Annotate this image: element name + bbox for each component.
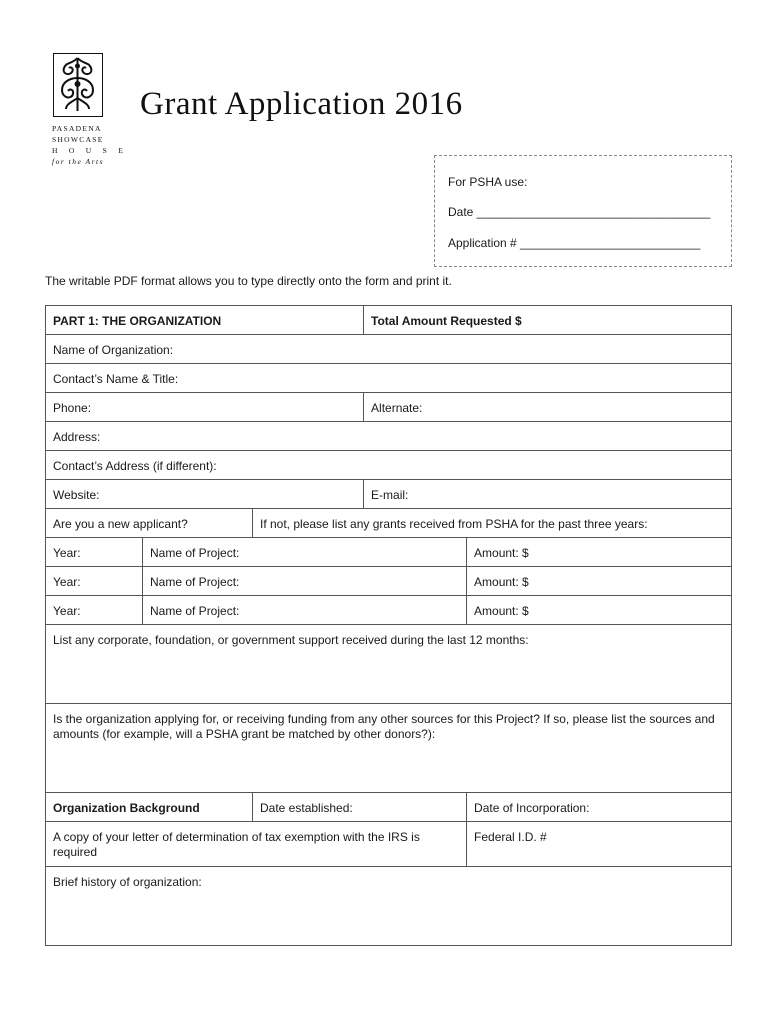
grant-amount-field[interactable]: Amount: $	[467, 567, 732, 596]
contact-address-field[interactable]: Contact’s Address (if different):	[46, 451, 732, 480]
grant-year-field[interactable]: Year:	[46, 596, 143, 625]
table-row	[46, 538, 732, 567]
email-field[interactable]: E-mail:	[364, 480, 732, 509]
organization-history-field[interactable]: Brief history of organization:	[46, 867, 732, 946]
logo-line-pasadena: PASADENA	[52, 124, 102, 133]
grant-project-field[interactable]: Name of Project:	[143, 567, 467, 596]
page-title: Grant Application 2016	[140, 86, 463, 122]
date-established-field[interactable]: Date established:	[253, 793, 467, 822]
psha-application-number-field[interactable]: Application # ___________________________	[448, 236, 701, 250]
contact-name-title-field[interactable]: Contact’s Name & Title:	[46, 364, 732, 393]
organization-name-field[interactable]: Name of Organization:	[46, 335, 732, 364]
new-applicant-field[interactable]: Are you a new applicant?	[46, 509, 253, 538]
grant-project-field[interactable]: Name of Project:	[143, 596, 467, 625]
psha-use-box	[434, 155, 732, 267]
phone-field[interactable]: Phone:	[46, 393, 364, 422]
writable-pdf-note: The writable PDF format allows you to type directly onto the form and print it.	[45, 274, 452, 288]
organization-form	[45, 305, 732, 946]
logo-line-showcase: SHOWCASE	[52, 135, 104, 144]
table-row	[46, 567, 732, 596]
logo-line-house: H O U S E	[52, 146, 128, 155]
grant-amount-field[interactable]: Amount: $	[467, 596, 732, 625]
total-amount-field[interactable]: Total Amount Requested $	[364, 306, 732, 335]
alternate-phone-field[interactable]: Alternate:	[364, 393, 732, 422]
pasadena-showcase-logo	[52, 53, 128, 167]
other-support-field[interactable]: List any corporate, foundation, or government support received during the last 12 months:	[46, 625, 732, 704]
psha-date-field[interactable]: Date ___________________________________	[448, 205, 711, 219]
address-field[interactable]: Address:	[46, 422, 732, 451]
grant-year-field[interactable]: Year:	[46, 538, 143, 567]
other-funding-sources-field[interactable]: Is the organization applying for, or receiving funding from any other sources for this Project? If so, please list the sources and amounts (for example, will a PSHA grant be matched by other donors?):	[46, 704, 732, 793]
grant-amount-field[interactable]: Amount: $	[467, 538, 732, 567]
logo-line-for-the-arts: for the Arts	[52, 157, 105, 166]
psha-use-heading: For PSHA use:	[448, 175, 528, 189]
grant-year-field[interactable]: Year:	[46, 567, 143, 596]
website-field[interactable]: Website:	[46, 480, 364, 509]
table-row	[46, 596, 732, 625]
organization-background-heading: Organization Background	[46, 793, 253, 822]
federal-id-field[interactable]: Federal I.D. #	[467, 822, 732, 867]
grant-project-field[interactable]: Name of Project:	[143, 538, 467, 567]
tax-exemption-note: A copy of your letter of determination of tax exemption with the IRS is required	[46, 822, 467, 867]
ornament-icon	[53, 53, 103, 117]
previous-grants-prompt: If not, please list any grants received from PSHA for the past three years:	[253, 509, 732, 538]
date-incorporation-field[interactable]: Date of Incorporation:	[467, 793, 732, 822]
part1-title: PART 1: THE ORGANIZATION	[46, 306, 364, 335]
